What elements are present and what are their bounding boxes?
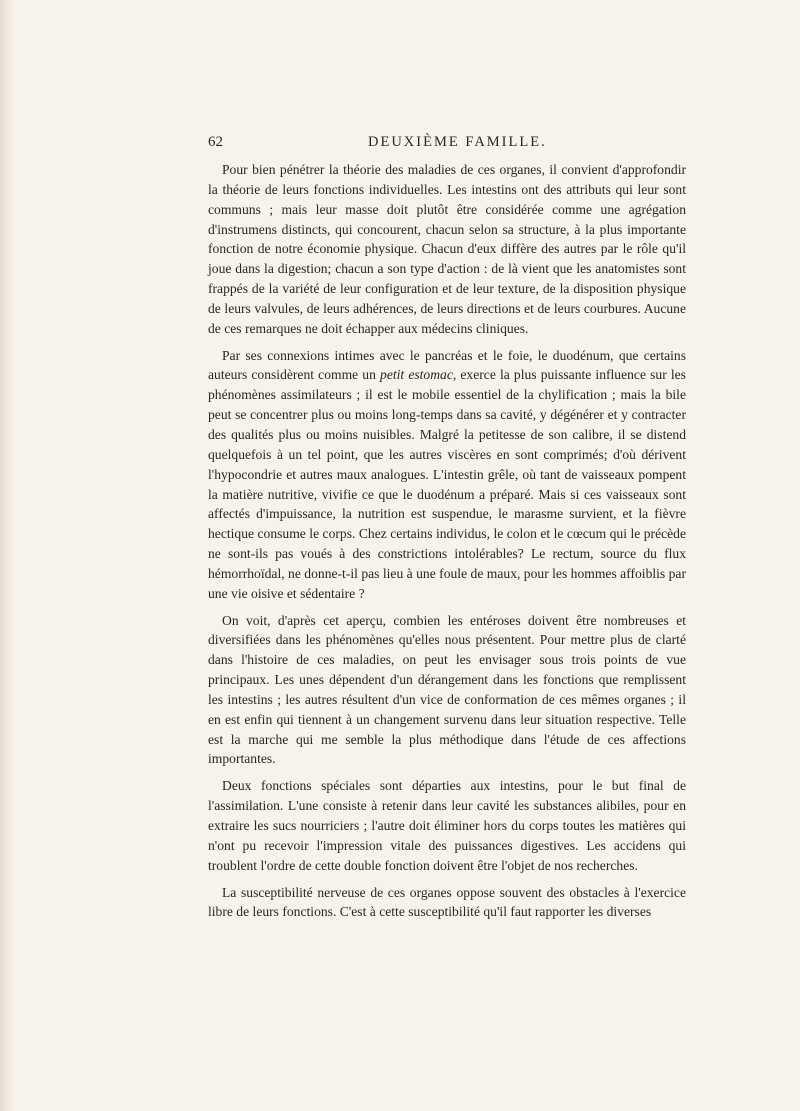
paragraph-5: La susceptibilité nerveuse de ces organes oppose souvent des obstacles à l'exercice libre de leurs fonctions. C'est à cette susceptibilité qu'il faut rapporter les diverses	[208, 884, 686, 920]
paragraph-3: On voit, d'après cet aperçu, combien les entéroses doivent être nombreuses et diversifiées dans les phénomènes qu'elles nous présentent. Pour mettre plus de clarté dans l'histoire de ces maladies, on peut les envisager sous trois points de vue principaux. Les unes dépendent d'un dérangement dans les fonctions que remplissent les intestins ; les autres résultent d'un vice de conformation de ces mêmes organes ; il en est enfin qui tiennent à un changement survenu dans leur situation respective. Telle est la marche qui me semble la plus méthodique dans l'étude de ces affections importantes.	[208, 612, 686, 767]
page-edge-shadow	[0, 0, 14, 1111]
paragraph-4: Deux fonctions spéciales sont départies aux intestins, pour le but final de l'assimilation. L'une consiste à retenir dans leur cavité les substances alibiles, pour en extraire les sucs nourriciers ; l'autre doit éliminer hors du corps toutes les matières qui n'ont pu recevoir l'impression vitale des puissances digestives. Les accidens qui troublent l'ordre de cette double fonction doivent être l'objet de nos recherches.	[208, 778, 686, 873]
paragraph-2	[208, 346, 686, 604]
paragraph-1: Pour bien pénétrer la théorie des maladies de ces organes, il convient d'approfondir la théorie de leurs fonctions individuelles. Les intestins ont des attributs qui leur sont communs ; mais leur masse doit plutôt être considérée comme une agrégation d'instrumens distincts, qui concourent, chacun selon sa structure, à la plus importante fonction de notre économie physique. Chacun d'eux diffère des autres par le rôle qu'il joue dans la digestion; chacun a son type d'action : de là vient que les anatomistes sont frappés de la variété de leur configuration et de leur texture, de la disposition physique de leurs valvules, de leurs adhérences, de leurs directions et de leurs courbures. Aucune de ces remarques ne doit échapper aux médecins cliniques.	[208, 162, 686, 336]
paragraph-2-end: exerce la plus puissante influence sur les phénomènes assimilateurs ; il est le mobile essentiel de la chylification ; mais la bile peut se concentrer plus ou moins long-temps dans sa cavité, y dégénérer et y contracter des qualités plus ou moins nuisibles. Malgré la petitesse de son calibre, il se distend quelquefois à un tel point, que les autres viscères en sont comprimés; d'où dérivent l'hypocondrie et autres maux analogues. L'intestin grêle, où tant de vaisseaux pompent la matière nutritive, vivifie ce que le duodénum a préparé. Mais si ces vaisseaux sont affectés d'impuissance, la nutrition est suspendue, le marasme survient, et la fièvre hectique consume le corps. Chez certains individus, le colon et le cœcum qui le précède ne sont-ils pas voués à des constrictions intolérables? Le rectum, source du flux hémorrhoïdal, ne donne-t-il pas lieu à une foule de maux, pour les hommes affoiblis par une vie oisive et sédentaire ?	[208, 367, 686, 601]
paragraph-2-start: Par ses connexions intimes avec le pancréas et le foie, le duodénum, que certains auteurs considèrent comme un	[208, 347, 686, 383]
body-text	[208, 160, 686, 922]
running-head	[208, 134, 686, 156]
chapter-title: DEUXIÈME FAMILLE.	[368, 134, 547, 150]
paragraph-2-italic-term: petit estomac,	[380, 367, 457, 383]
page-number: 62	[208, 134, 223, 150]
